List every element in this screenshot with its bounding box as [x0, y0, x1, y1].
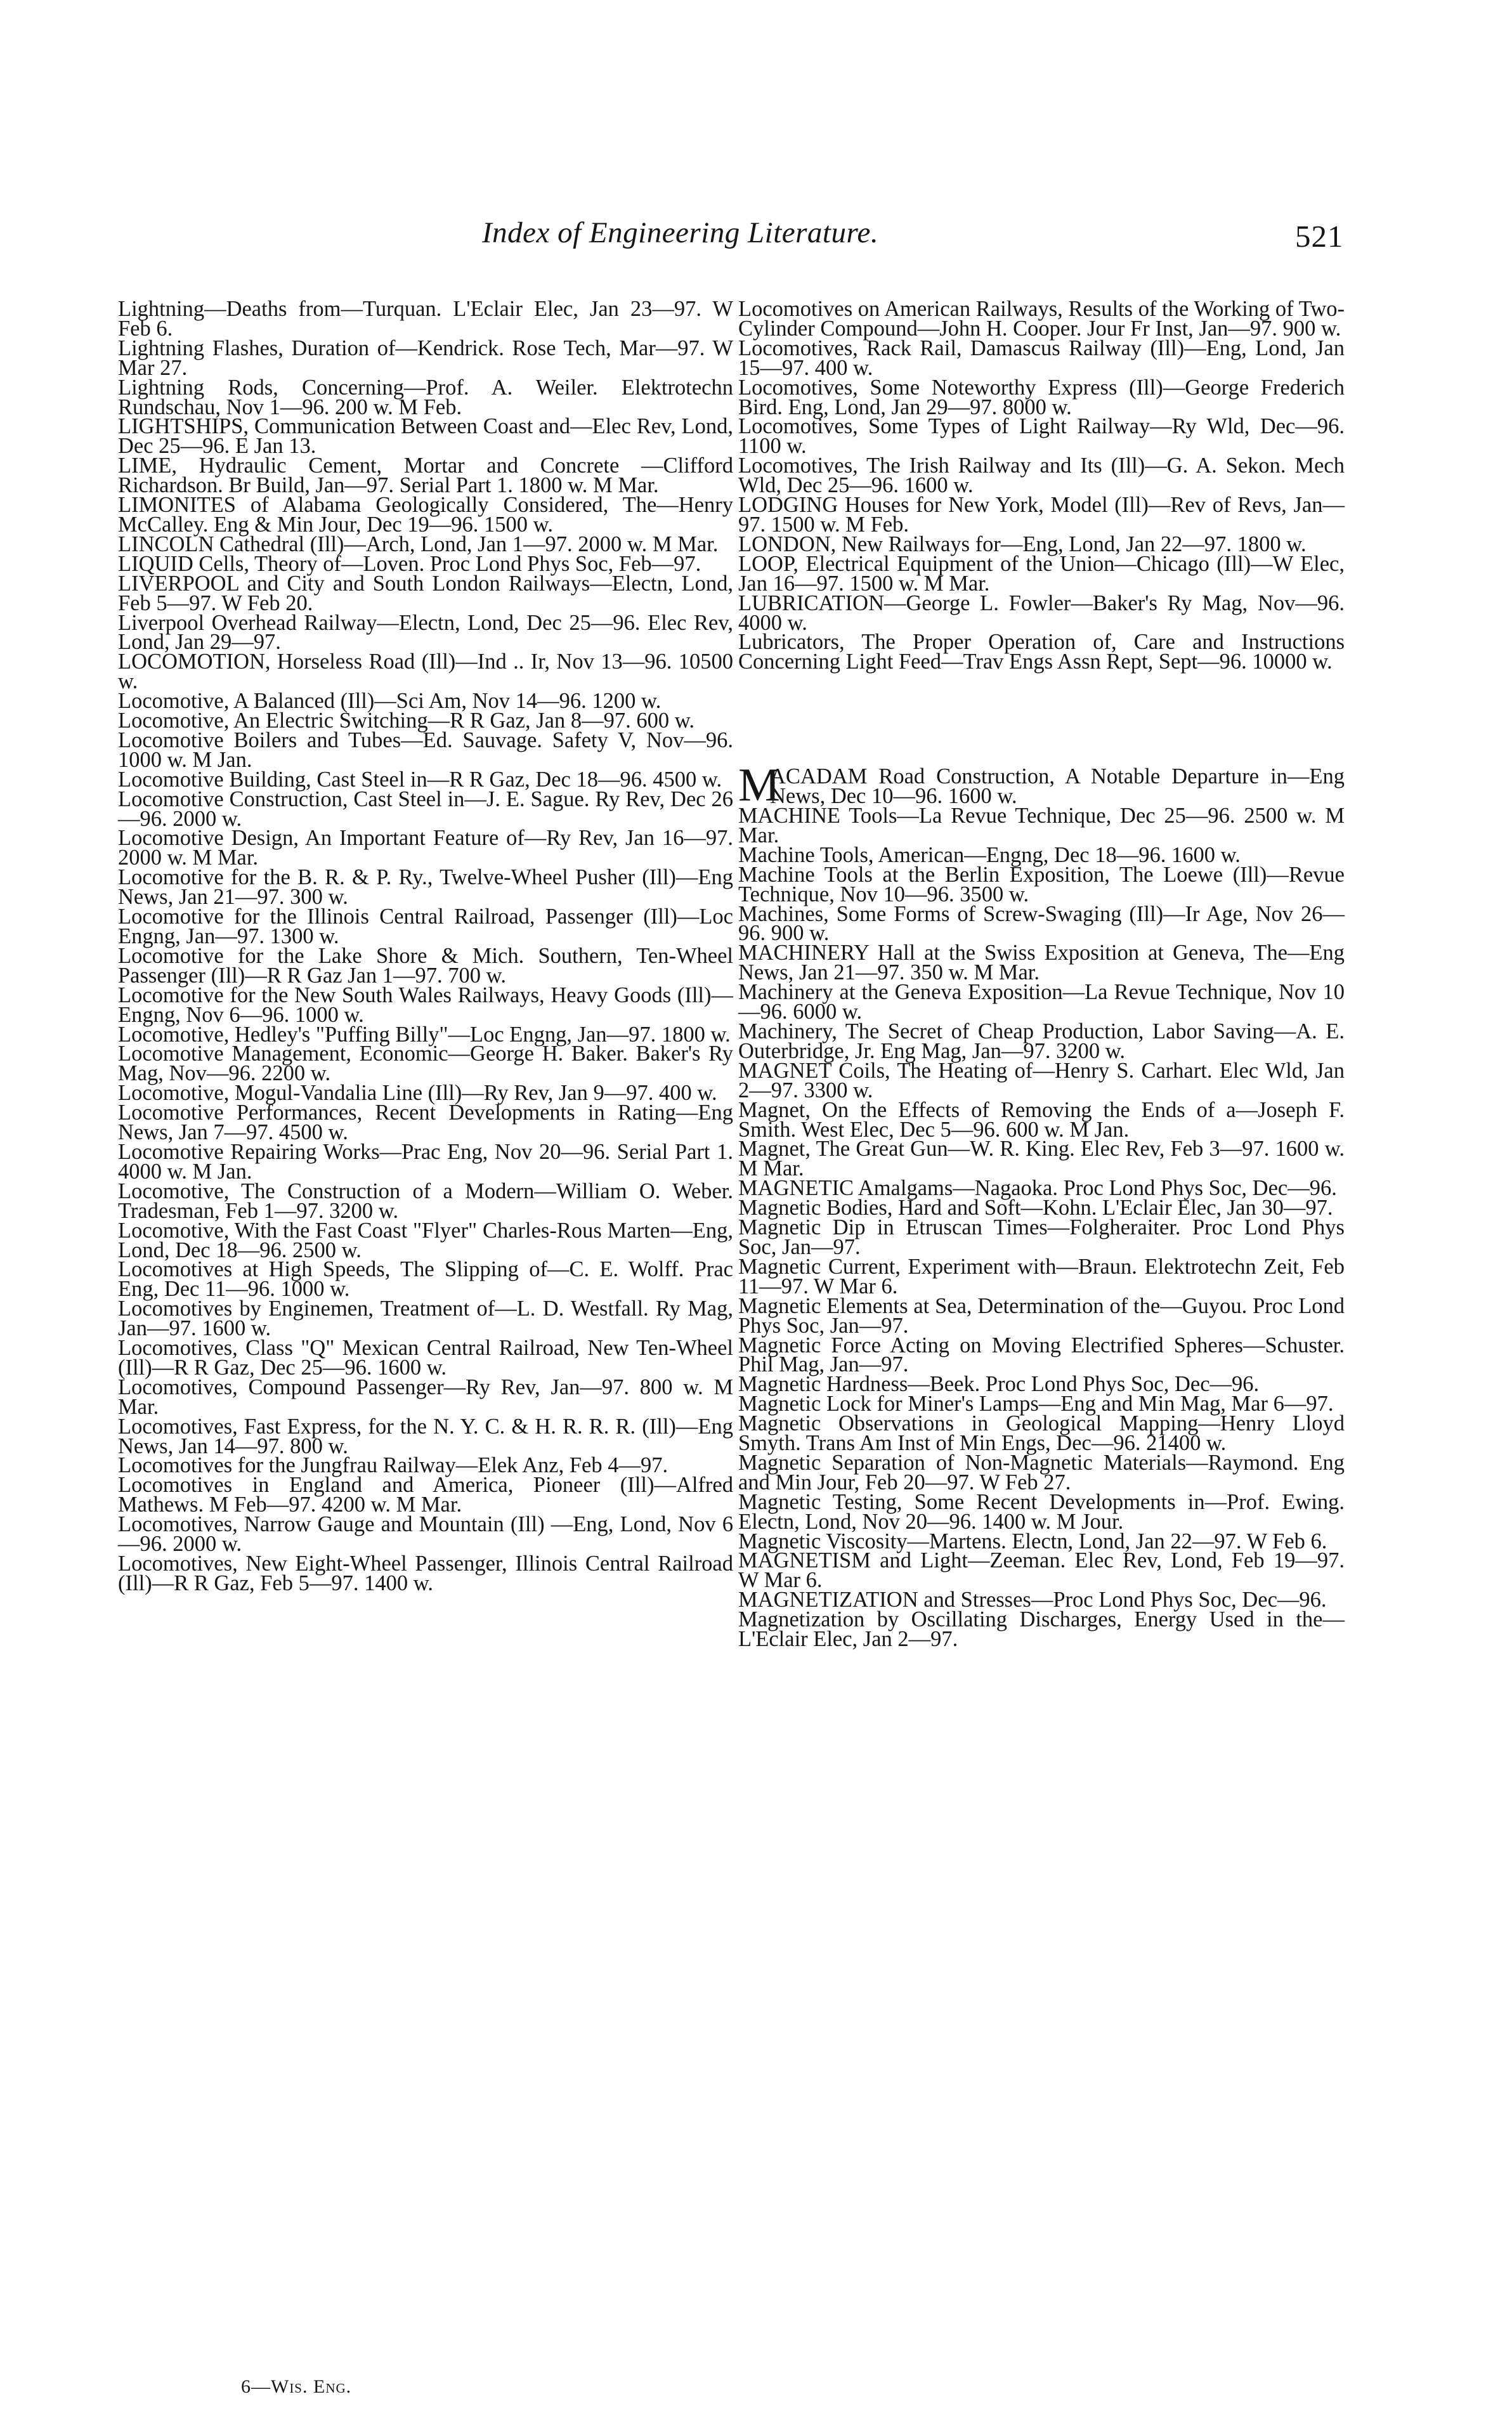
- index-entry: Magnetic Elements at Sea, Determination of the—Guyou. Proc Lond Phys Soc, Jan—97.: [738, 1293, 1345, 1338]
- index-entry: Liverpool Overhead Railway—Electn, Lond, Dec 25—96. Elec Rev, Lond, Jan 29—97.: [118, 610, 733, 655]
- index-entry: LOCOMOTION, Horseless Road (Ill)—Ind .. Ir, Nov 13—96. 10500 w.: [118, 650, 733, 694]
- index-entry: Locomotives, Narrow Gauge and Mountain (Ill) —Eng, Lond, Nov 6—96. 2000 w.: [118, 1512, 733, 1557]
- index-entry: Magnetic Force Acting on Moving Electrified Spheres—Schuster. Phil Mag, Jan—97.: [738, 1333, 1345, 1377]
- index-entry: LIMONITES of Alabama Geologically Considered, The—Henry McCalley. Eng & Min Jour, Dec 19—96. 1500 w.: [118, 493, 733, 537]
- index-entry: Magnetization by Oscillating Discharges, Energy Used in the—L'Eclair Elec, Jan 2—97.: [738, 1607, 1345, 1652]
- index-entry: Locomotive, A Balanced (Ill)—Sci Am, Nov 14—96. 1200 w.: [118, 689, 662, 714]
- index-entry: Locomotive for the Lake Shore & Mich. Southern, Ten-Wheel Passenger (Ill)—R R Gaz Jan 1—97. 700 w.: [118, 943, 733, 988]
- index-entry: Magnetic Hardness—Beek. Proc Lond Phys Soc, Dec—96.: [738, 1372, 1260, 1397]
- index-entry: MAGNETISM and Light—Zeeman. Elec Rev, Lond, Feb 19—97. W Mar 6.: [738, 1548, 1345, 1593]
- index-entry: MAGNETIC Amalgams—Nagaoka. Proc Lond Phys Soc, Dec—96.: [738, 1176, 1337, 1201]
- signature-mark: 6—Wis. Eng.: [241, 2376, 352, 2397]
- index-entry: Magnetic Viscosity—Martens. Electn, Lond, Jan 22—97. W Feb 6.: [738, 1529, 1327, 1553]
- index-entry: Locomotives, Fast Express, for the N. Y. C. & H. R. R. R. (Ill)—Eng News, Jan 14—97. 800 w.: [118, 1414, 733, 1458]
- drop-cap-letter: M: [738, 759, 780, 812]
- index-entry: Locomotive, The Construction of a Modern—William O. Weber. Tradesman, Feb 1—97. 3200 w.: [118, 1179, 733, 1223]
- index-entry: Locomotives, New Eight-Wheel Passenger, Illinois Central Railroad (Ill)—R R Gaz, Feb 5—97. 1400 w.: [118, 1552, 733, 1595]
- page-number: 521: [1295, 219, 1344, 254]
- index-entry-text: ACADAM Road Construction, A Notable Departure in—Eng News, Dec 10—96. 1600 w.: [770, 764, 1345, 809]
- index-entry: Lightning Rods, Concerning—Prof. A. Weiler. Elektrotechn Rundschau, Nov 1—96. 200 w. M Feb.: [118, 375, 733, 419]
- index-entry: Locomotives at High Speeds, The Slipping of—C. E. Wolff. Prac Eng, Dec 11—96. 1000 w.: [118, 1257, 733, 1302]
- index-entry: Machinery at the Geneva Exposition—La Revue Technique, Nov 10—96. 6000 w.: [738, 980, 1345, 1024]
- index-entry: LOOP, Electrical Equipment of the Union—Chicago (Ill)—W Elec, Jan 16—97. 1500 w. M Mar.: [738, 551, 1345, 596]
- index-entry: Locomotive Design, An Important Feature of—Ry Rev, Jan 16—97. 2000 w. M Mar.: [118, 826, 733, 870]
- index-entry: Locomotive, Hedley's "Puffing Billy"—Loc Engng, Jan—97. 1800 w.: [118, 1022, 731, 1047]
- left-column: [118, 299, 733, 1593]
- index-entry: MAGNETIZATION and Stresses—Proc Lond Phys Soc, Dec—96.: [738, 1588, 1327, 1612]
- index-entry: Magnetic Observations in Geological Mapping—Henry Lloyd Smyth. Trans Am Inst of Min Engs, Dec—96. 21400 w.: [738, 1411, 1345, 1456]
- index-entry: Locomotive, An Electric Switching—R R Gaz, Jan 8—97. 600 w.: [118, 709, 694, 733]
- index-entry: Locomotives, Compound Passenger—Ry Rev, Jan—97. 800 w. M Mar.: [118, 1375, 733, 1419]
- index-entry: Magnetic Current, Experiment with—Braun. Elektrotechn Zeit, Feb 11—97. W Mar 6.: [738, 1254, 1345, 1298]
- index-entry: Locomotives, Some Noteworthy Express (Ill)—George Frederich Bird. Eng, Lond, Jan 29—97. 8000 w.: [738, 375, 1345, 419]
- index-entry: Locomotive Management, Economic—George H. Baker. Baker's Ry Mag, Nov—96. 2200 w.: [118, 1042, 733, 1086]
- index-entry: Locomotive, Mogul-Vandalia Line (Ill)—Ry Rev, Jan 9—97. 400 w.: [118, 1081, 717, 1106]
- index-entry: Magnetic Bodies, Hard and Soft—Kohn. L'Eclair Elec, Jan 30—97.: [738, 1196, 1333, 1220]
- index-entry: LINCOLN Cathedral (Ill)—Arch, Lond, Jan 1—97. 2000 w. M Mar.: [118, 532, 719, 556]
- index-entry: Locomotive Construction, Cast Steel in—J. E. Sague. Ry Rev, Dec 26—96. 2000 w.: [118, 787, 733, 831]
- index-entry: Locomotive for the New South Wales Railways, Heavy Goods (Ill)—Engng, Nov 6—96. 1000 w.: [118, 983, 733, 1027]
- index-entry: Locomotive for the B. R. & P. Ry., Twelve-Wheel Pusher (Ill)—Eng News, Jan 21—97. 300 w.: [118, 865, 733, 910]
- index-entry: Locomotives, Rack Rail, Damascus Railway (Ill)—Eng, Lond, Jan 15—97. 400 w.: [738, 336, 1345, 380]
- index-entry: LIVERPOOL and City and South London Railways—Electn, Lond, Feb 5—97. W Feb 20.: [118, 571, 733, 615]
- index-entry: Locomotives, The Irish Railway and Its (Ill)—G. A. Sekon. Mech Wld, Dec 25—96. 1600 w.: [738, 454, 1345, 498]
- index-entry: Machine Tools at the Berlin Exposition, The Loewe (Ill)—Revue Technique, Nov 10—96. 3500 w.: [738, 862, 1345, 906]
- index-entry: Magnet, The Great Gun—W. R. King. Elec Rev, Feb 3—97. 1600 w. M Mar.: [738, 1137, 1345, 1181]
- right-column: [738, 297, 1345, 1652]
- index-entry: Locomotive for the Illinois Central Railroad, Passenger (Ill)—Loc Engng, Jan—97. 1300 w.: [118, 905, 733, 948]
- index-entry: Locomotives on American Railways, Results of the Working of Two-Cylinder Compound—John H. Cooper. Jour Fr Inst, Jan—97. 900 w.: [738, 297, 1345, 341]
- index-entry: Locomotive Boilers and Tubes—Ed. Sauvage. Safety V, Nov—96. 1000 w. M Jan.: [118, 728, 733, 772]
- index-entry: Magnet, On the Effects of Removing the Ends of a—Joseph F. Smith. West Elec, Dec 5—96. 600 w. M Jan.: [738, 1097, 1345, 1142]
- index-entry: Lightning—Deaths from—Turquan. L'Eclair Elec, Jan 23—97. W Feb 6.: [118, 297, 733, 341]
- index-entry: Magnetic Testing, Some Recent Developments in—Prof. Ewing. Electn, Lond, Nov 20—96. 1400 w. M Jour.: [738, 1489, 1345, 1534]
- index-entry: Magnetic Lock for Miner's Lamps—Eng and Min Mag, Mar 6—97.: [738, 1392, 1334, 1416]
- index-entry: Lubricators, The Proper Operation of, Care and Instructions Concerning Light Feed—Trav Engs Assn Rept, Sept—96. 10000 w.: [738, 630, 1345, 674]
- index-entry: Locomotive Repairing Works—Prac Eng, Nov 20—96. Serial Part 1. 4000 w. M Jan.: [118, 1139, 733, 1184]
- index-entry: Locomotives, Class "Q" Mexican Central Railroad, New Ten-Wheel (Ill)—R R Gaz, Dec 25—96. 1600 w.: [118, 1336, 733, 1380]
- index-entry: LIGHTSHIPS, Communication Between Coast and—Elec Rev, Lond, Dec 25—96. E Jan 13.: [118, 414, 733, 459]
- index-entry: Lightning Flashes, Duration of—Kendrick. Rose Tech, Mar—97. W Mar 27.: [118, 336, 733, 380]
- index-entry: Machine Tools, American—Engng, Dec 18—96. 1600 w.: [738, 842, 1241, 867]
- index-entry: LUBRICATION—George L. Fowler—Baker's Ry Mag, Nov—96. 4000 w.: [738, 591, 1345, 635]
- index-entry: Locomotives in England and America, Pioneer (Ill)—Alfred Mathews. M Feb—97. 4200 w. M Mar.: [118, 1473, 733, 1517]
- index-entry: MACHINE Tools—La Revue Technique, Dec 25—96. 2500 w. M Mar.: [738, 804, 1345, 847]
- index-entry: Locomotive Performances, Recent Developments in Rating—Eng News, Jan 7—97. 4500 w.: [118, 1101, 733, 1145]
- index-entry: MACHINERY Hall at the Swiss Exposition at Geneva, The—Eng News, Jan 21—97. 350 w. M Mar.: [738, 941, 1345, 985]
- index-entry: Magnetic Separation of Non-Magnetic Materials—Raymond. Eng and Min Jour, Feb 20—97. W Feb 27.: [738, 1450, 1345, 1494]
- index-entry: LODGING Houses for New York, Model (Ill)—Rev of Revs, Jan—97. 1500 w. M Feb.: [738, 493, 1345, 537]
- index-entry: Locomotive, With the Fast Coast "Flyer" Charles-Rous Marten—Eng, Lond, Dec 18—96. 2500 w.: [118, 1218, 733, 1262]
- index-entry: Machinery, The Secret of Cheap Production, Labor Saving—A. E. Outerbridge, Jr. Eng Mag, Jan—97. 3200 w.: [738, 1019, 1345, 1063]
- index-entry: Magnetic Dip in Etruscan Times—Folgheraiter. Proc Lond Phys Soc, Jan—97.: [738, 1215, 1345, 1259]
- index-entry: LIQUID Cells, Theory of—Loven. Proc Lond Phys Soc, Feb—97.: [118, 551, 701, 576]
- index-entry: Locomotives, Some Types of Light Railway—Ry Wld, Dec—96. 1100 w.: [738, 414, 1345, 459]
- index-entry: LONDON, New Railways for—Eng, Lond, Jan 22—97. 1800 w.: [738, 532, 1307, 556]
- page-title: Index of Engineering Literature.: [482, 216, 879, 249]
- section-break: [738, 672, 1345, 767]
- index-entry: MAGNET Coils, The Heating of—Henry S. Carhart. Elec Wld, Jan 2—97. 3300 w.: [738, 1058, 1345, 1102]
- index-entry-dropcap: [738, 759, 1345, 812]
- index-entry: LIME, Hydraulic Cement, Mortar and Concrete —Clifford Richardson. Br Build, Jan—97. Serial Part 1. 1800 w. M Mar.: [118, 454, 733, 498]
- index-entry: Machines, Some Forms of Screw-Swaging (Ill)—Ir Age, Nov 26—96. 900 w.: [738, 901, 1345, 946]
- index-entry: Locomotives for the Jungfrau Railway—Elek Anz, Feb 4—97.: [118, 1453, 668, 1478]
- index-entry: Locomotive Building, Cast Steel in—R R Gaz, Dec 18—96. 4500 w.: [118, 767, 722, 792]
- index-entry: Locomotives by Enginemen, Treatment of—L. D. Westfall. Ry Mag, Jan—97. 1600 w.: [118, 1297, 733, 1341]
